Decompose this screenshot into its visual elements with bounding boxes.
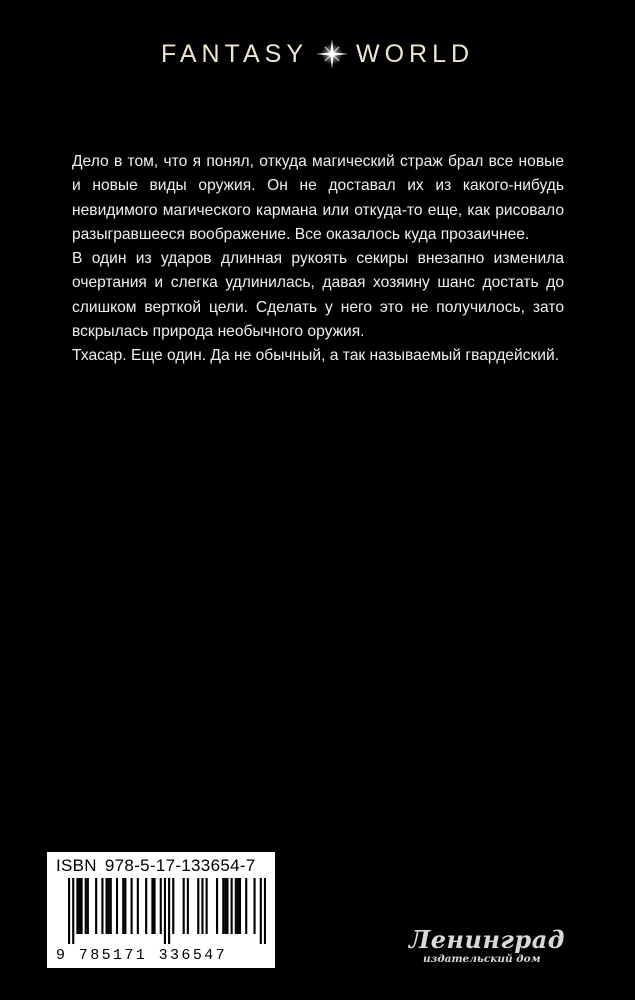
barcode-bar xyxy=(78,878,80,934)
publisher-logo xyxy=(405,924,565,968)
isbn-label: ISBN xyxy=(56,856,97,875)
blurb-paragraph: Дело в том, что я понял, откуда магический страж брал все новые и новые виды оружия. Он не доставал их из какого-нибудь невидимого магического кармана или откуда-то еще, как рисовало разыгравшееся воображение. Все оказалось куда прозаичнее. xyxy=(72,153,564,243)
publisher-subtitle: издательский дом xyxy=(423,953,541,965)
barcode-bar xyxy=(226,878,228,934)
barcode-bar xyxy=(153,878,155,934)
sparkle-star-icon xyxy=(314,38,350,70)
barcode-bar xyxy=(85,878,87,934)
barcode-bar xyxy=(264,878,266,944)
barcode-bar xyxy=(222,878,224,934)
barcode-bar xyxy=(87,878,89,934)
barcode-bar xyxy=(235,878,237,934)
barcode-bar xyxy=(116,878,118,934)
publisher-name: Ленинград xyxy=(409,925,565,954)
barcode-bar xyxy=(168,878,170,944)
barcode-bar xyxy=(72,878,74,944)
barcode-bar xyxy=(122,878,124,934)
barcode-bar xyxy=(239,878,241,934)
barcode-bar xyxy=(260,878,262,944)
barcode-bar xyxy=(137,878,139,934)
barcode-bar xyxy=(160,878,162,934)
ean-digits: 9 785171 336547 xyxy=(56,947,228,964)
barcode-bar xyxy=(216,878,218,934)
barcode-bar xyxy=(76,878,78,934)
barcode-bar xyxy=(206,878,208,934)
barcode-bar xyxy=(172,878,174,934)
barcode-bar xyxy=(201,878,203,934)
barcode-bar xyxy=(131,878,133,934)
isbn-line xyxy=(56,856,266,876)
barcode-bar xyxy=(110,878,112,934)
barcode-bar xyxy=(68,878,70,944)
barcode-bar xyxy=(151,878,153,934)
barcode-bar xyxy=(124,878,126,934)
barcode-bar xyxy=(164,878,166,944)
blurb-paragraph: Тхасар. Еще один. Да не обычный, а так называемый гвардейский. xyxy=(72,347,560,365)
barcode-bar xyxy=(253,878,255,934)
barcode-bar xyxy=(237,878,239,934)
blurb-paragraph: В один из ударов длинная рукоять секиры внезапно изменила очертания и слегка удлинилась, давая хозяину шанс достать до слишком верткой цели. Сделать у него это не получилось, зато вскрылась природа необычного оружия. xyxy=(72,250,564,341)
barcode-bar xyxy=(145,878,147,934)
ean-barcode xyxy=(56,878,266,944)
series-left-word: FANTASY xyxy=(160,39,308,68)
isbn-barcode-block xyxy=(47,852,275,968)
barcode-bar xyxy=(183,878,185,934)
series-header xyxy=(0,38,635,70)
barcode-bar xyxy=(245,878,247,934)
barcode-bar xyxy=(197,878,199,934)
barcode-bar xyxy=(101,878,103,934)
barcode-bar xyxy=(224,878,226,934)
series-right-word: WORLD xyxy=(356,39,475,68)
barcode-bar xyxy=(108,878,110,934)
barcode-bar xyxy=(231,878,233,934)
blurb-text xyxy=(72,150,564,369)
barcode-bar xyxy=(81,878,83,934)
barcode-bar xyxy=(106,878,108,934)
isbn-number: 978-5-17-133654-7 xyxy=(104,856,256,875)
barcode-bar xyxy=(187,878,189,934)
barcode-bar xyxy=(95,878,97,934)
